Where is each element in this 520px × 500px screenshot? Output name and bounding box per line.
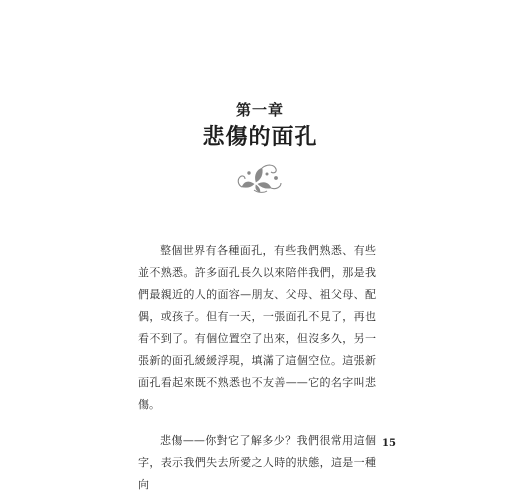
chapter-title: 悲傷的面孔 xyxy=(202,125,318,150)
page-number: 15 xyxy=(382,438,396,449)
floral-ornament-icon xyxy=(234,160,286,194)
chapter-number: 第一章 xyxy=(235,101,284,119)
chapter-body xyxy=(138,240,376,496)
body-paragraph: 悲傷——你對它了解多少？我們很常用這個字，表示我們失去所愛之人時的狀態，這是一種向 xyxy=(138,434,376,491)
body-paragraph: 整個世界有各種面孔，有些我們熟悉、有些並不熟悉。許多面孔長久以來陪伴我們，那是我們最親近的人的面容—朋友、父母、祖父母、配偶，或孩子。但有一天，一張面孔不見了，再也看不到了。有個位置空了出來，但沒多久，另一張新的面孔緩緩浮現，填滿了這個空位。這張新面孔看起來既不熟悉也不友善——它的名字叫悲傷。 xyxy=(138,244,376,411)
